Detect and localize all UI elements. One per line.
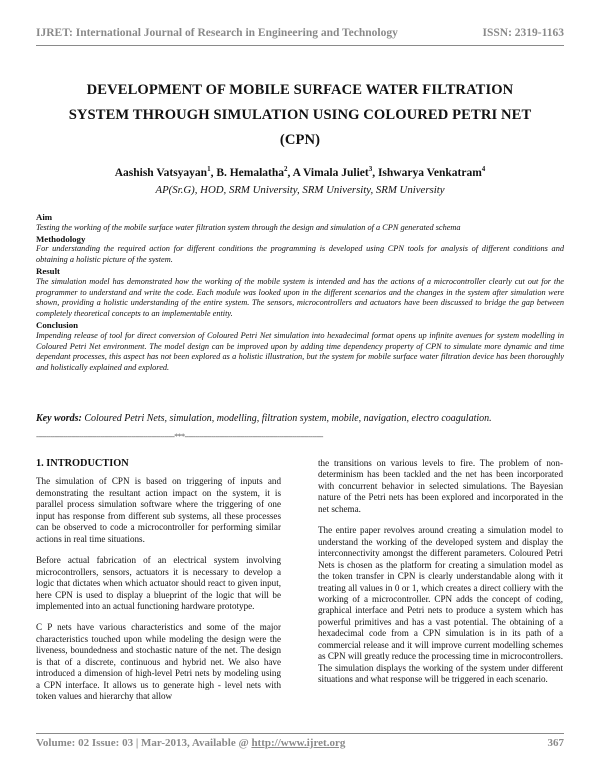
footer-rule: [36, 733, 564, 734]
abstract-conclusion-heading: Conclusion: [36, 319, 79, 330]
right-column: [318, 458, 563, 696]
author-sep: ,: [372, 166, 378, 179]
page-header: [36, 27, 564, 49]
author-sup: 4: [481, 165, 486, 173]
author-sup: 3: [368, 165, 373, 173]
author-name: Ishwarya Venkatram: [377, 166, 482, 179]
author-sep: ,: [210, 166, 217, 179]
keywords-text: Coloured Petri Nets, simulation, modelling, filtration system, mobile, navigation, electro coagulation.: [84, 413, 492, 424]
abstract-aim-heading: Aim: [36, 212, 53, 222]
abstract-conclusion-text: Impending release of tool for direct conversion of Coloured Petri Net simulation into hexadecimal format opens up infinite avenues for system modelling in Coloured Petri Net environment. The model design can be improved upon by adding time dependency property of CPN to simulate more dynamic and time dependant processes, this aspect has not been explored as a holistic illustration, but the system for mobile surface water filtration device has been thoroughly and holistically explained and explored.: [36, 330, 564, 373]
footer-volume: Volume: 02 Issue: 03 | Mar-2013, Available @: [36, 737, 252, 749]
issn: ISSN: 2319-1163: [482, 27, 564, 39]
abstract-result-heading: Result: [36, 265, 60, 276]
footer-url-link[interactable]: http://www.ijret.org: [251, 737, 346, 749]
left-column: [36, 458, 281, 713]
section-heading: 1. INTRODUCTION: [36, 458, 129, 469]
body-paragraph: The simulation of CPN is based on triggering of inputs and demonstrating the resultant action impact on the system, it is parallel process simulation software where the triggering of one input has response from different sub systems, all these processes can be observed to code a microcontroller for performing similar actions in real time situations.: [36, 476, 281, 544]
author-name: Aashish Vatsyayan: [114, 166, 208, 179]
body-paragraph: the transitions on various levels to fire. The problem of non-determinism has been tackled and the net has been incorporated with concurrent behavior in selected simulations. The Bayesian nature of the Petri nets has been explored and incorporated in the net schema.: [318, 458, 563, 514]
section-separator: -------------------------------------------------------------------***-------------------------------------------------------------------: [36, 432, 323, 441]
keywords-label: Key words:: [36, 413, 82, 424]
keywords: [36, 413, 564, 424]
author-sup: 1: [207, 165, 211, 173]
body-paragraph: C P nets have various characteristics and some of the major characteristics touched upon while modeling the design were the liveness, boundedness and stochastic nature of the net. The design is that of a discrete, continuous and hybrid net. We also have introduced a dimension of high-level Petri nets by modeling using a CPN interface. It allows us to generate high - level nets with token values and hierarchy that allow: [36, 622, 281, 702]
abstract-aim-text: Testing the working of the mobile surface water filtration system through the design and simulation of a CPN generated schema: [36, 222, 461, 232]
body-paragraph: Before actual fabrication of an electrical system involving microcontrollers, sensors, actuators it is necessary to develop a logic that dictates when which actuator should react to given input, here CPN is used to display a blueprint of the logic that will be implemented into an actual functioning hardware prototype.: [36, 555, 281, 611]
abstract-result-text: The simulation model has demonstrated how the working of the mobile system is intended and has the actions of a microcontroller clearly cut out for the programmer to understand and write the code. Each module was looked upon in the different scenarios and the changes in the system after simulation were shown, providing a holistic understanding of the entire system. The sensors, microcontrollers and actuators have been discussed to bridge the gap between completely theoretical concepts to an implementable entity.: [36, 276, 564, 319]
title-line: DEVELOPMENT OF MOBILE SURFACE WATER FILTRATION: [86, 82, 514, 98]
title-line: (CPN): [279, 132, 321, 148]
author-list: [36, 165, 564, 179]
paper-title: [36, 78, 564, 153]
body-paragraph: The entire paper revolves around creating a simulation model to understand the working of the developed system and display the interconnectivity amongst the different parameters. Coloured Petri Nets is chosen as the platform for creating a simulation model as the token transfer in CPN is clearly understandable along with it treating all values in 0 or 1, which creates a direct colliery with the working of a microcontroller. CPN adds the concept of coding, graphical interface and Petri nets to produce a system which has powerful primitives and has a vast potential. The obtaining of a hexadecimal code from a CPN simulation is in its path of a commercial release and it will improve current modelling schemes as CPN will greatly reduce the processing time in microcontrollers. The simulation displays the working of the system under different situations and what response will be triggered in each scenario.: [318, 525, 563, 685]
page-footer: [36, 737, 564, 749]
author-name: B. Hemalatha: [216, 166, 285, 179]
page-number: 367: [547, 737, 564, 749]
affiliation: AP(Sr.G), HOD, SRM University, SRM University, SRM University: [155, 184, 445, 196]
abstract-method-heading: Methodology: [36, 233, 86, 244]
header-rule: [36, 45, 564, 46]
abstract-method-text: For understanding the required action for different conditions the programming is developed using CPN tools for analysis of different conditions and obtaining a holistic picture of the system.: [36, 244, 564, 265]
journal-name: IJRET: International Journal of Research in Engineering and Technology: [36, 27, 398, 39]
abstract: [36, 212, 564, 374]
author-sep: ,: [287, 166, 293, 179]
author-name: A Vimala Juliet: [292, 166, 369, 179]
title-line: SYSTEM THROUGH SIMULATION USING COLOURED PETRI NET: [68, 107, 532, 123]
author-sup: 2: [284, 165, 288, 173]
